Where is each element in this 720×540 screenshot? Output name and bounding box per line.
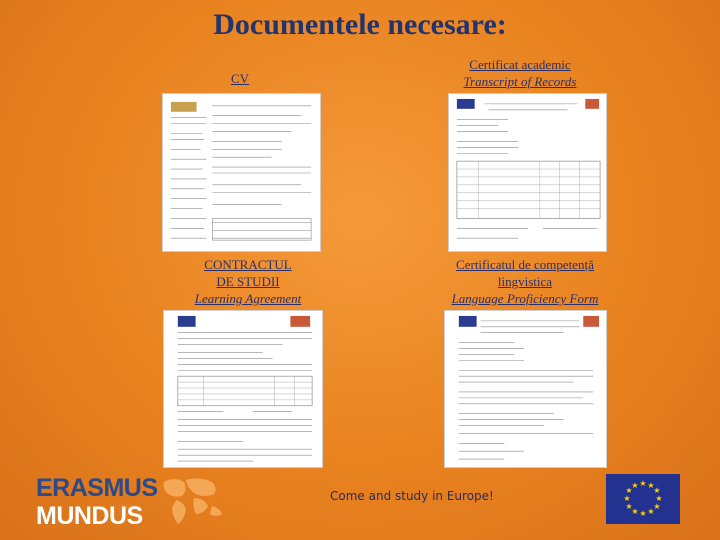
- contract-label: [168, 256, 328, 307]
- svg-text:★: ★: [625, 486, 633, 495]
- footer-slogan: Come and study in Europe!: [330, 489, 494, 503]
- learning-agreement-document-thumbnail: [163, 310, 323, 468]
- transcript-document-graphic: [449, 94, 606, 251]
- world-map-icon: [164, 478, 223, 524]
- language-label-line3: Language Proficiency Form: [451, 291, 599, 306]
- logo-line-1: ERASMUS: [36, 474, 158, 502]
- svg-text:★: ★: [655, 494, 663, 503]
- contract-label-line1: CONTRACTUL: [204, 257, 292, 272]
- language-label-line2: lingvistica: [497, 274, 553, 289]
- svg-text:★: ★: [647, 481, 655, 490]
- svg-text:★: ★: [639, 479, 647, 488]
- contract-label-line3: Learning Agreement: [194, 291, 302, 306]
- logo-line-2: MUNDUS: [36, 502, 143, 528]
- svg-text:★: ★: [631, 507, 639, 516]
- language-form-document-thumbnail: [444, 310, 607, 468]
- certificate-label: [430, 56, 610, 90]
- language-form-document-graphic: [445, 311, 606, 467]
- contract-label-line2: DE STUDII: [216, 274, 280, 289]
- transcript-document-thumbnail: [448, 93, 607, 252]
- erasmus-mundus-logo: [36, 472, 236, 528]
- svg-text:★: ★: [625, 502, 633, 511]
- learning-agreement-document-graphic: [164, 311, 322, 467]
- svg-text:★: ★: [639, 509, 647, 518]
- language-label: [420, 256, 630, 307]
- cv-label: [200, 70, 280, 87]
- certificate-label-line2: Transcript of Records: [463, 74, 577, 89]
- svg-text:★: ★: [653, 486, 661, 495]
- cv-document-graphic: [163, 94, 320, 251]
- svg-text:★: ★: [653, 502, 661, 511]
- language-label-line1: Certificatul de competență: [456, 257, 594, 272]
- svg-text:★: ★: [647, 507, 655, 516]
- cv-label-text: CV: [230, 71, 250, 86]
- certificate-label-line1: Certificat academic: [469, 57, 571, 72]
- svg-text:★: ★: [631, 481, 639, 490]
- svg-text:★: ★: [623, 494, 631, 503]
- slide-title: Documentele necesare:: [213, 8, 507, 41]
- cv-document-thumbnail: [162, 93, 321, 252]
- eu-flag-icon: [606, 474, 680, 524]
